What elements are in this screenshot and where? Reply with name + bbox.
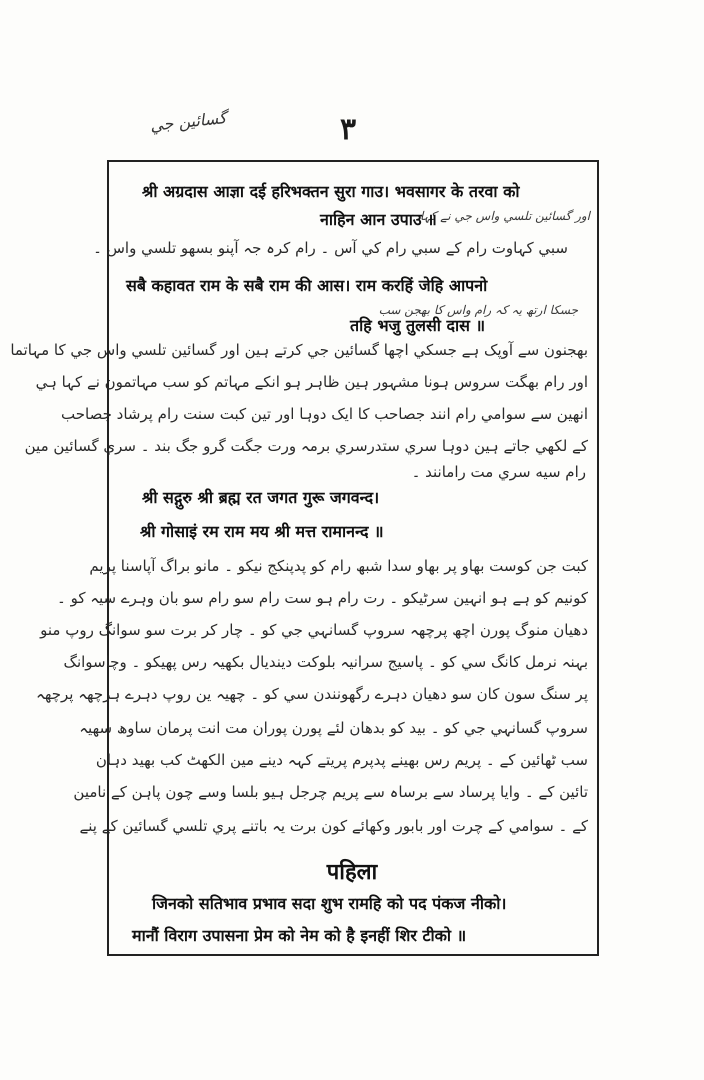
devanagari-line-7: जिनको सतिभाव प्रभाव सदा शुभ रामहि को पद पंकज नीको।	[152, 894, 507, 913]
running-head: گسائين جي	[149, 108, 228, 135]
urdu-line-8: کونيم کو ہے ہو انہين سرٹيکو ۔ رت رام ہو ست رام سو رام سو بان وہرے سيہ کو ۔	[57, 589, 588, 607]
urdu-line-5: کے لکھي جاتے ہين دوہا سري ستدرسري برمہ ورت جگت گرو جگ بند ۔ سري گسائين مين	[24, 437, 588, 455]
urdu-line-10: بہنہ نرمل کانگ سي کو ۔ پاسيج سرانيہ بلوکت دينديال بکھيہ رس پھيکو ۔ وچاسوانگ	[63, 653, 588, 671]
urdu-line-7: کبت جن کوست بھاو پر بھاو سدا شبھ رام کو پدپنکج نيکو ۔ مانو براگ آپاسنا پريم	[89, 557, 588, 575]
urdu-line-15: کے ۔ سوامي کے چرت اور بابور وکھائے کون برت يہ باتنے پري تلسي گسائين کے پنے	[79, 817, 588, 835]
urdu-line-6: رام سيه سري مت رامانند ۔	[411, 463, 586, 481]
devanagari-line-6: श्री गोसाइं रम राम मय श्री मत्त रामानन्द ॥	[140, 522, 384, 541]
devanagari-line-8: मानौं विराग उपासना प्रेम को नेम को है इनहीं शिर टीको ॥	[132, 926, 467, 945]
page-number: ۳	[340, 112, 357, 147]
urdu-line-2: بھجنون سے آوپک ہے جسکي اچھا گسائين جي کرتے ہين اور گسائين تلسي واس جي کا مہاتما	[10, 341, 588, 359]
urdu-line-12: سروپ گسانہي جي کو ۔ بيد کو بدھان لئے پورن پوران مت انت پرمان ساوھ سھيہ	[79, 719, 588, 737]
devanagari-line-2: नाहिन आन उपाउ ॥	[320, 210, 437, 229]
devanagari-line-1: श्री अग्रदास आज्ञा दई हरिभक्तन सुरा गाउ। भवसागर के तरवा को	[142, 182, 520, 201]
urdu-line-1: سبي کہاوت رام کے سبي رام کي آس ۔ رام کرہ جہ آپنو بسھو تلسي واس ۔	[93, 239, 568, 257]
urdu-note-2: جسکا ارتھ یہ کہ رام واس کا بھجن سب	[378, 303, 578, 317]
devanagari-line-3: सबै कहावत राम के सबै राम की आस। राम करहिं जेहि आपनो	[126, 276, 488, 295]
urdu-line-3: اور رام بھگت سروس ہونا مشہور ہين ظاہر ہو انکے مہاتم کو سب مہاتمون نے کہا ہي	[35, 373, 588, 391]
urdu-note-1: اور گسائين تلسي واس جي نے کہا	[420, 209, 590, 223]
urdu-line-4: انھين سے سوامي رام انند جصاحب کا ايک دوہا اور تين کبت سنت رام پرشاد جصاحب	[61, 405, 588, 423]
urdu-line-13: سب ٹھائين کے ۔ پريم رس بھينے پدپرم پريتے کہہ دينے مين الکھٹ کب بھيد دہان	[95, 751, 588, 769]
section-heading: पहिला	[326, 859, 378, 885]
urdu-line-11: پر سنگ سون کان سو دھيان دہرے رگھونندن سي کو ۔ چھيہ ين روپ دہرے ہرچھہ پرچھہ	[36, 685, 588, 703]
urdu-line-9: دھيان منوگ پورن اچھ پرچھہ سروپ گسانہي جي کو ۔ چار کر برت سو سوانگ روپ منو	[40, 621, 588, 639]
devanagari-line-5: श्री सद्गुरु श्री ब्रह्म रत जगत गुरू जगवन्द।	[142, 488, 380, 507]
devanagari-line-4: तहि भजु तुलसी दास ॥	[350, 316, 486, 335]
urdu-line-14: تائين کے ۔ وايا پرساد سے برساہ سے پريم چرجل ہيو بلسا وسے چون پاہن کے نامين	[73, 783, 588, 801]
